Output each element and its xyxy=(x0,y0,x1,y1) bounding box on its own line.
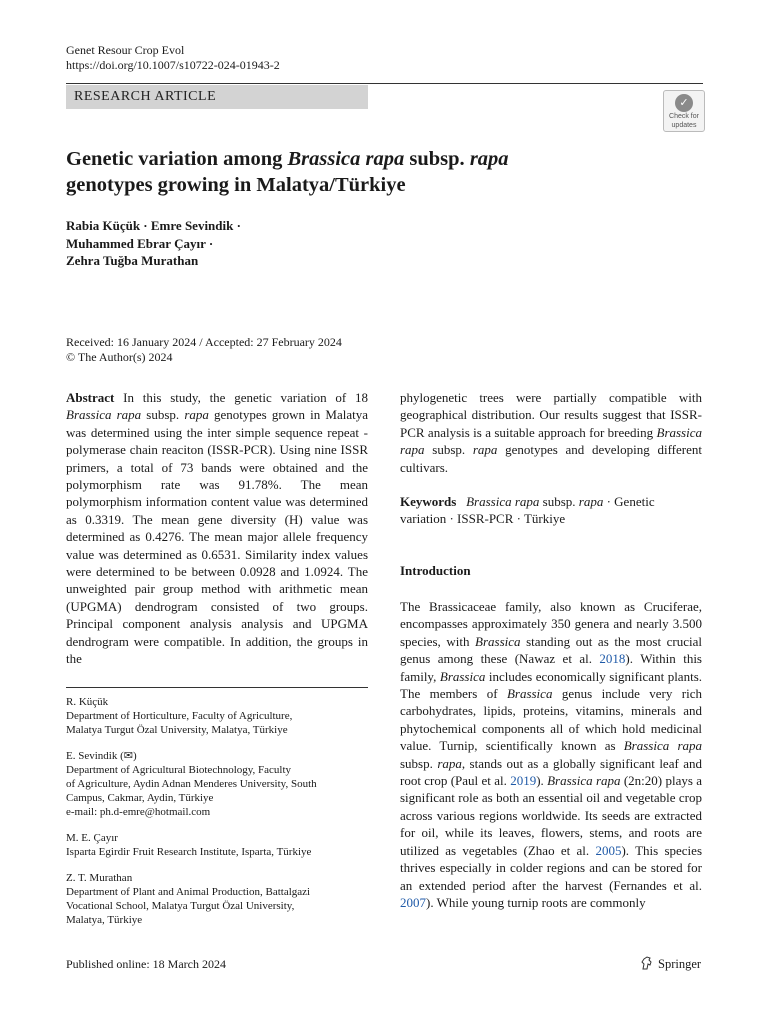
keyword-italic: rapa xyxy=(578,494,604,509)
intro-italic: Brassica rapa xyxy=(623,738,702,754)
affiliation-line: Department of Agricultural Biotechnology, Faculty xyxy=(66,764,292,776)
affiliation-line: Vocational School, Malatya Turgut Özal University, xyxy=(66,900,295,912)
affiliation xyxy=(66,749,368,819)
affiliation-line: of Agriculture, Aydin Adnan Menderes University, South xyxy=(66,778,317,790)
abstract-italic: Brassica rapa xyxy=(400,424,702,458)
intro-text: (2n:20) plays a significant role as both an essential oil and vegetable crop across various regions worldwide. Its seeds are extracted for oil, while its leaves, flowers, stems, and roots are utilized as vegetables (Zhao et al. xyxy=(400,773,703,858)
title-part: Genetic variation among xyxy=(66,148,288,170)
journal-header xyxy=(66,43,280,73)
intro-text: ). xyxy=(536,773,548,789)
author-line[interactable]: Muhammed Ebrar Çayır · xyxy=(66,235,214,251)
title-italic: Brassica rapa xyxy=(287,148,405,170)
article-dates xyxy=(66,335,342,365)
title-part: genotypes growing in Malatya/Türkiye xyxy=(66,174,406,196)
keywords-label: Keywords xyxy=(400,494,457,509)
intro-text: genus include very rich carbohydrates, lipids, proteins, vitamins, minerals and phytochemical components all of which hold medicinal value. Turnip, scientifically known as xyxy=(400,686,702,754)
author-line[interactable]: Zehra Tuğba Murathan xyxy=(66,253,199,268)
abstract-right xyxy=(400,389,702,476)
affiliation-line: Campus, Cakmar, Aydin, Türkiye xyxy=(66,792,214,804)
intro-text: subsp. xyxy=(400,755,438,771)
received-accepted: Received: 16 January 2024 / Accepted: 27 February 2024 xyxy=(66,335,342,349)
article-type-label: RESEARCH ARTICLE xyxy=(74,89,217,104)
abstract-italic: Brassica rapa xyxy=(66,407,142,423)
intro-italic: Brassica xyxy=(506,686,553,702)
affiliation-line: Isparta Egirdir Fruit Research Institute, Isparta, Türkiye xyxy=(66,846,312,858)
introduction-body xyxy=(400,598,702,911)
keyword-italic: Brassica rapa xyxy=(466,494,540,509)
title-italic: rapa xyxy=(469,148,509,170)
abstract-left xyxy=(66,389,368,668)
springer-label: Springer xyxy=(658,957,702,971)
keyword-text: subsp. xyxy=(539,494,579,509)
intro-italic: Brassica xyxy=(439,668,486,684)
affiliation-name: R. Küçük xyxy=(66,696,109,708)
affiliation-line: Malatya, Türkiye xyxy=(66,914,143,926)
keyword-text: · Genetic variation · ISSR-PCR · Türkiye xyxy=(400,494,655,527)
affiliation xyxy=(66,695,368,737)
intro-text: , stands out as a globally significant leaf and root crop (Paul et al. xyxy=(400,755,702,789)
affiliation-name: Z. T. Murathan xyxy=(66,872,133,884)
abstract-text: genotypes grown in Malatya was determined using the inter simple sequence repeat - polymerase chain reaciton (ISSR-PCR). Using nine ISSR primers, a total of 73 bands were obtained and the polymorphism rate was 91.78%. The mean polymorphism information content value was determined as 0.3319. The mean gene diversity (H) value was determined as 0.4276. The mean major allele frequency value was determined as 0.6531. Similarity index values were determined to be between 0.0928 and 1.0924. The unweighted pair group method with arithmetic mean (UPGMA) dendrogram consisted of two groups. Principal component analysis analysis and UPGMA dendrogram were compatible. In addition, the groups in the xyxy=(66,407,368,667)
intro-text: The Brassicaceae family, also known as Cruciferae, encompasses approximately 350 genera and nearly 3.500 species, with xyxy=(400,599,702,649)
intro-text: standing out as the most crucial genus among these (Nawaz et al. xyxy=(400,633,702,667)
citation-link[interactable]: 2005 xyxy=(595,842,622,858)
affiliation-rule xyxy=(66,687,368,688)
intro-text: includes economically significant plants. The members of xyxy=(400,668,703,702)
email-link[interactable]: e-mail: ph.d-emre@hotmail.com xyxy=(66,806,211,818)
intro-text: ). While young turnip roots are commonly xyxy=(426,894,646,910)
affiliation-name: M. E. Çayır xyxy=(66,832,118,844)
affiliation xyxy=(66,871,368,927)
springer-logo xyxy=(640,956,701,972)
header-rule xyxy=(66,83,703,84)
springer-horse-icon xyxy=(640,956,654,970)
journal-name: Genet Resour Crop Evol xyxy=(66,43,185,57)
introduction-heading: Introduction xyxy=(400,563,471,578)
intro-italic: Brassica rapa xyxy=(547,773,621,789)
article-type-badge xyxy=(66,85,368,109)
check-label-2: updates xyxy=(671,122,697,129)
copyright: © The Author(s) 2024 xyxy=(66,350,173,364)
citation-link[interactable]: 2019 xyxy=(510,773,537,789)
intro-text: ). Within this family, xyxy=(400,651,702,684)
intro-text: ). This species thrives especially in colder regions and can be stored for an extended period after the harvest (Fernandes et al. xyxy=(400,842,702,893)
abstract-label: Abstract xyxy=(66,390,115,405)
affiliation-line: Department of Horticulture, Faculty of Agriculture, xyxy=(66,710,293,722)
affiliation-line: Malatya Turgut Özal University, Malatya, Türkiye xyxy=(66,724,288,736)
abstract-text: genotypes and developing different cultivars. xyxy=(400,442,702,475)
affiliation xyxy=(66,831,368,859)
citation-link[interactable]: 2007 xyxy=(400,894,426,910)
citation-link[interactable]: 2018 xyxy=(599,651,626,667)
article-title xyxy=(66,146,666,198)
intro-italic: rapa xyxy=(437,755,462,771)
abstract-text: phylogenetic trees were partially compatible with geographical distribution. Our results suggest that ISSR-PCR analysis is a suitable approach for breeding xyxy=(400,390,702,440)
published-online: Published online: 18 March 2024 xyxy=(66,957,226,971)
intro-italic: Brassica xyxy=(475,633,521,649)
check-label-1: Check for xyxy=(669,113,699,120)
affiliations xyxy=(66,695,368,939)
abstract-italic: rapa xyxy=(472,442,498,458)
affiliation-name: E. Sevindik (✉) xyxy=(66,750,137,762)
doi-link[interactable]: https://doi.org/10.1007/s10722-024-01943-2 xyxy=(66,58,280,72)
affiliation-line: Department of Plant and Animal Production, Battalgazi xyxy=(66,886,311,898)
author-list xyxy=(66,217,241,270)
abstract-text: subsp. xyxy=(141,407,185,423)
check-for-updates-button[interactable] xyxy=(663,90,705,132)
bookmark-icon: ✓ xyxy=(675,94,693,112)
author-line[interactable]: Rabia Küçük · Emre Sevindik · xyxy=(66,218,241,233)
abstract-text: In this study, the genetic variation of 18 xyxy=(114,390,368,405)
keywords xyxy=(400,493,702,528)
abstract-italic: rapa xyxy=(184,407,209,423)
abstract-text: subsp. xyxy=(424,442,473,458)
title-part: subsp. xyxy=(404,148,470,170)
